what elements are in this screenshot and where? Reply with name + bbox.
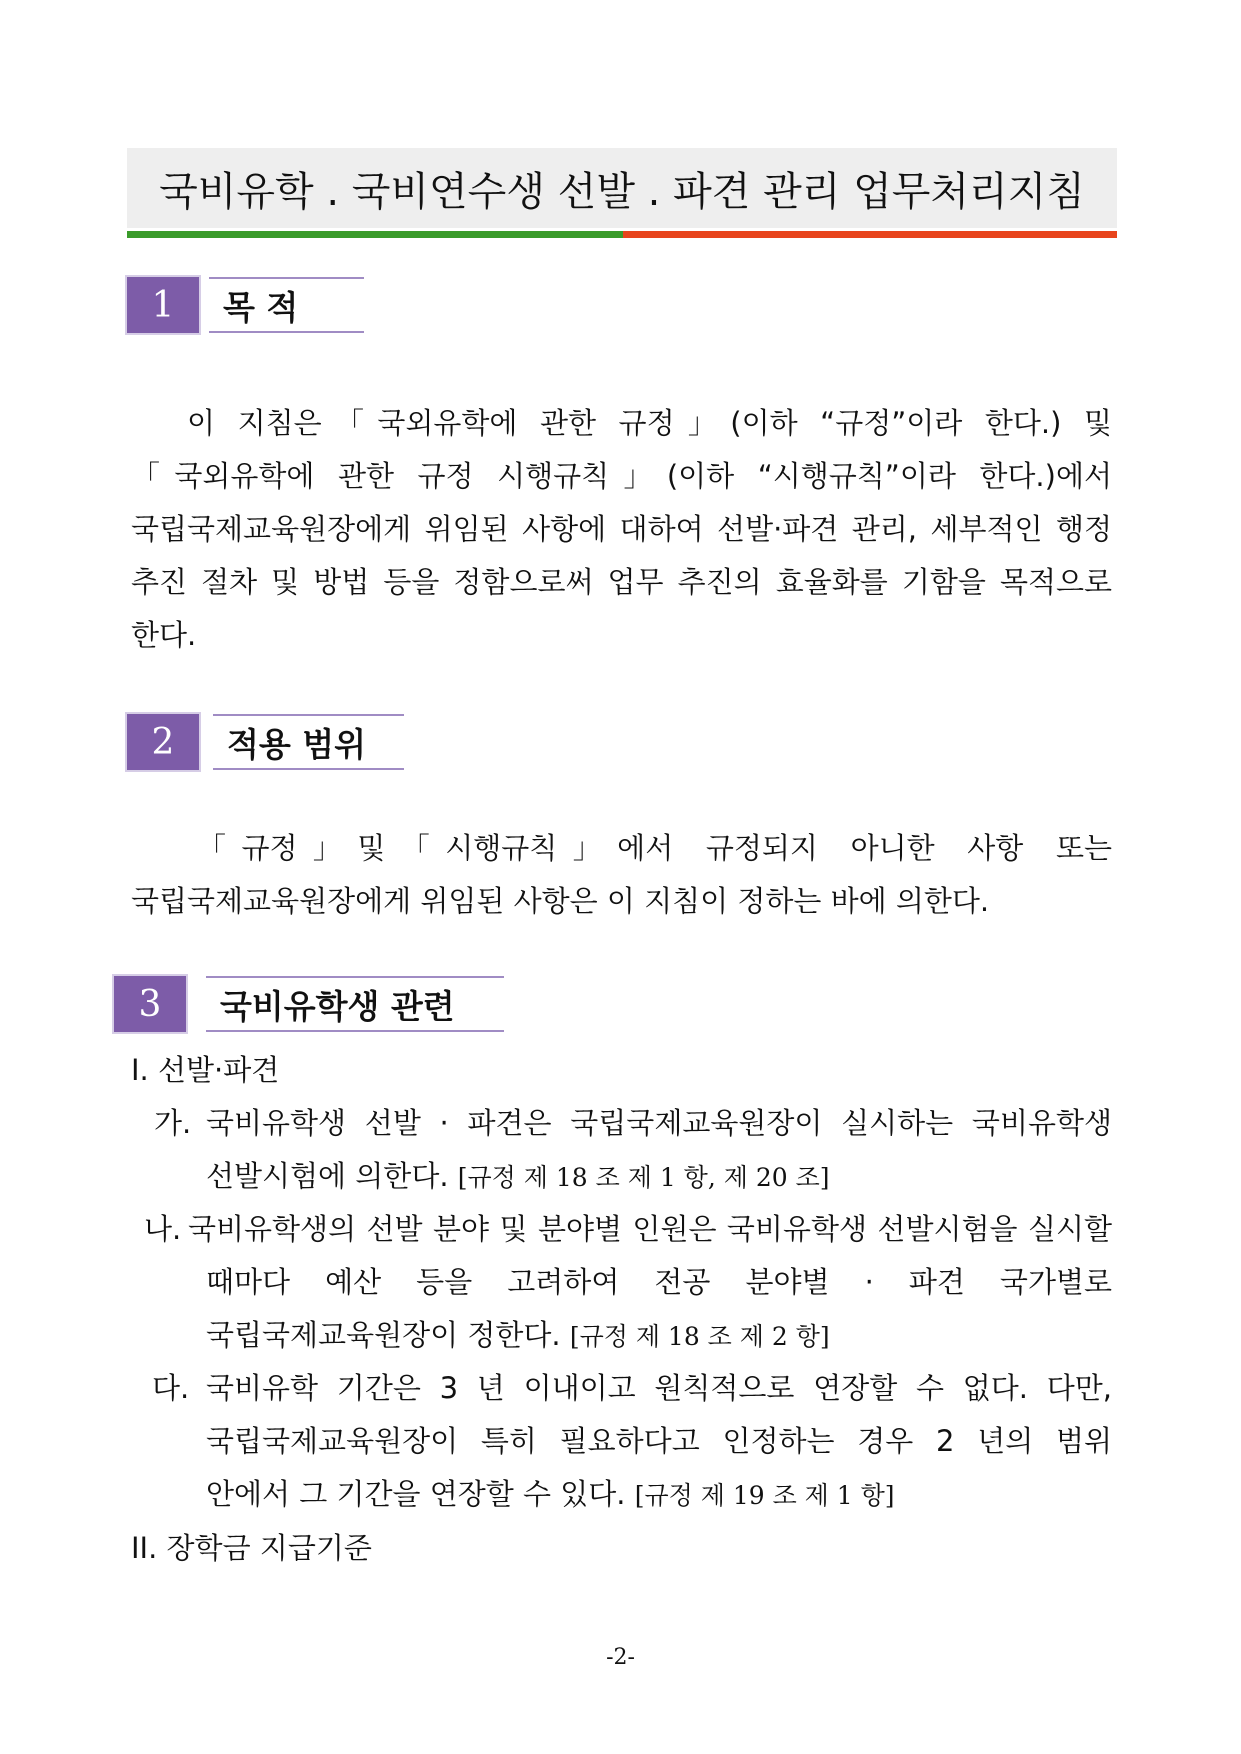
section-1-heading: 목 적 xyxy=(209,277,364,333)
item-text: 국비유학 기간은 3 년 이내이고 원칙적으로 연장할 수 없다. 다만, xyxy=(206,1371,1112,1405)
regulation-reference: [규정 제 18 조 제 1 항, 제 20 조] xyxy=(457,1163,830,1192)
section-2-body xyxy=(131,822,1112,928)
regulation-reference: [규정 제 18 조 제 2 항] xyxy=(569,1322,830,1351)
section-2-number: 2 xyxy=(127,714,199,770)
subsection-title: I. 선발·파견 xyxy=(131,1053,280,1087)
section-1-number: 1 xyxy=(127,277,199,333)
regulation-reference: [규정 제 19 조 제 1 항] xyxy=(634,1481,895,1510)
body-line: 이 지침은「국외유학에 관한 규정」(이하 “규정”이라 한다.) 및 xyxy=(187,406,1112,440)
item-text-continued: 국립국제교육원장이 정한다. xyxy=(206,1318,561,1352)
document-title: 국비유학 . 국비연수생 선발 . 파견 관리 업무처리지침 xyxy=(127,148,1117,228)
section-3-number: 3 xyxy=(114,976,186,1032)
item-text: 국비유학생 선발 · 파견은 국립국제교육원장이 실시하는 국비유학생 xyxy=(206,1106,1112,1140)
item-label: 가. xyxy=(154,1106,192,1140)
body-line: 「국외유학에 관한 규정 시행규칙」(이하 “시행규칙”이라 한다.)에서 xyxy=(131,459,1112,493)
item-text xyxy=(154,1150,1112,1204)
body-line: 국립국제교육원장에게 위임된 사항은 이 지침이 정하는 바에 의한다. xyxy=(131,884,990,918)
body-line: 국립국제교육원장에게 위임된 사항에 대하여 선발·파견 관리, 세부적인 행정 xyxy=(131,512,1112,546)
item-label: 다. xyxy=(152,1371,190,1405)
item-text-continued: 안에서 그 기간을 연장할 수 있다. xyxy=(206,1477,626,1511)
item-text xyxy=(144,1309,1112,1363)
item-text xyxy=(152,1468,1112,1522)
body-line: 「규정」및「시행규칙」에서 규정되지 아니한 사항 또는 xyxy=(197,831,1112,865)
item-text-continued: 국립국제교육원장이 특히 필요하다고 인정하는 경우 2 년의 범위 xyxy=(206,1424,1112,1458)
list-item xyxy=(154,1097,1112,1204)
item-text-continued: 때마다 예산 등을 고려하여 전공 분야별 · 파견 국가별로 xyxy=(206,1265,1112,1299)
list-item xyxy=(152,1362,1112,1522)
subsection-title: II. 장학금 지급기준 xyxy=(131,1531,372,1565)
section-1-body xyxy=(131,397,1112,662)
item-text-continued: 선발시험에 의한다. xyxy=(206,1159,449,1193)
page-number: -2- xyxy=(606,1645,635,1670)
item-label: 나. xyxy=(144,1212,182,1246)
body-line: 한다. xyxy=(131,618,197,652)
body-line: 추진 절차 및 방법 등을 정함으로써 업무 추진의 효율화를 기함을 목적으로 xyxy=(131,565,1112,599)
section-2-heading: 적용 범위 xyxy=(213,714,404,770)
item-text: 국비유학생의 선발 분야 및 분야별 인원은 국비유학생 선발시험을 실시할 xyxy=(188,1212,1112,1246)
section-3-heading: 국비유학생 관련 xyxy=(206,976,504,1032)
title-rule-red xyxy=(623,231,1117,238)
list-item xyxy=(144,1203,1112,1363)
title-rule-green xyxy=(127,231,623,238)
